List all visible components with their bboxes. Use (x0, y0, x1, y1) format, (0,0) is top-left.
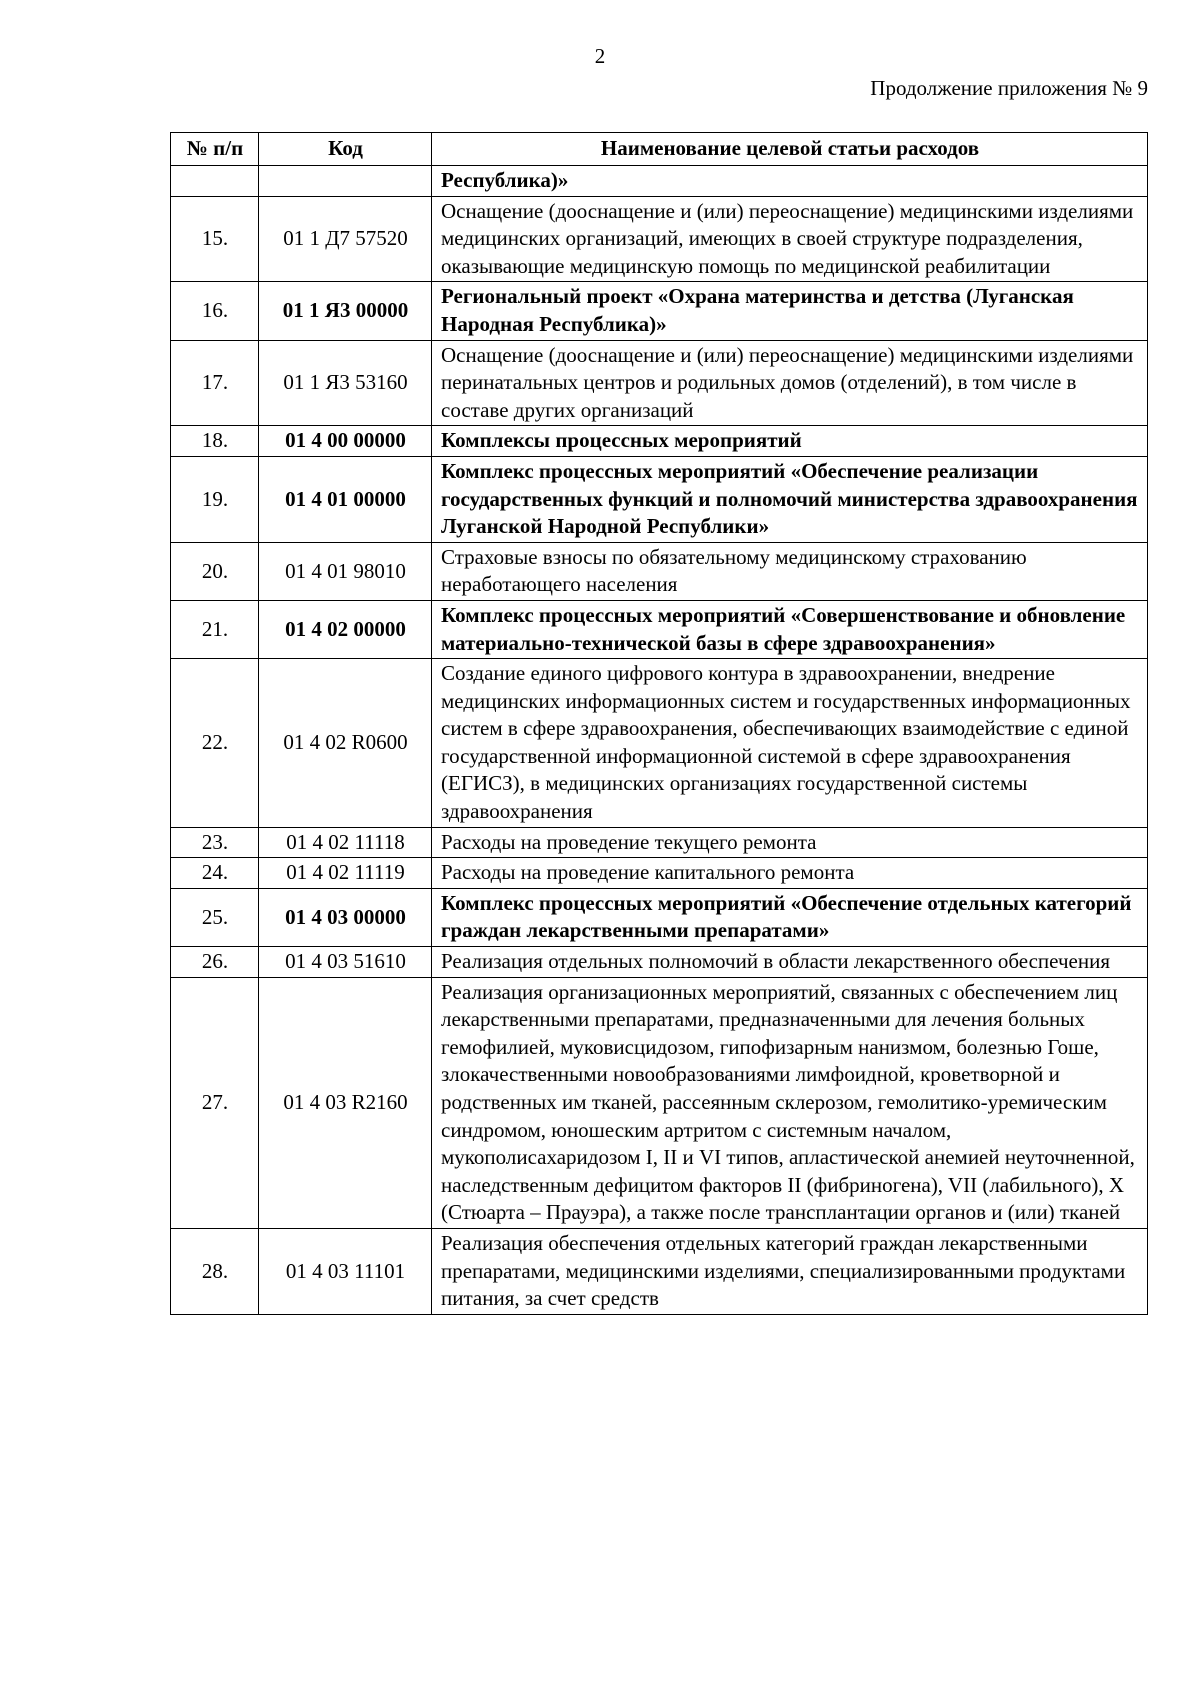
row-number: 25. (171, 888, 259, 946)
row-number: 21. (171, 600, 259, 658)
row-code: 01 4 03 R2160 (259, 977, 432, 1228)
row-code: 01 4 02 11118 (259, 827, 432, 858)
row-name: Оснащение (дооснащение и (или) переоснащение) медицинскими изделиями перинатальных центров и родильных домов (отделений), в том числе в составе других организаций (432, 340, 1148, 426)
table-row (171, 166, 1148, 197)
row-number: 16. (171, 282, 259, 340)
header-code: Код (259, 133, 432, 166)
row-code: 01 4 03 51610 (259, 947, 432, 978)
row-name: Создание единого цифрового контура в здравоохранении, внедрение медицинских информационных систем и государственных информационных систем в сфере здравоохранения, обеспечивающих взаимодействие с единой государственной информационной системой в сфере здравоохранения (ЕГИСЗ), в медицинских организациях государственной системы здравоохранения (432, 659, 1148, 828)
header-name: Наименование целевой статьи расходов (432, 133, 1148, 166)
header-number: № п/п (171, 133, 259, 166)
row-code: 01 4 02 11119 (259, 858, 432, 889)
row-number: 20. (171, 542, 259, 600)
row-number: 15. (171, 196, 259, 282)
row-number: 23. (171, 827, 259, 858)
table-row (171, 456, 1148, 542)
row-code: 01 4 01 00000 (259, 456, 432, 542)
row-name: Региональный проект «Охрана материнства и детства (Луганская Народная Республика)» (432, 282, 1148, 340)
row-name: Реализация организационных мероприятий, связанных с обеспечением лиц лекарственными препаратами, предназначенными для лечения больных гемофилией, муковисцидозом, гипофизарным нанизмом, болезнью Гоше, злокачественными новообразованиями лимфоидной, кроветворной и родственных им тканей, рассеянным склерозом, гемолитико-уремическим синдромом, юношеским артритом с системным началом, мукополисахаридозом I, II и VI типов, апластической анемией неуточненной, наследственным дефицитом факторов II (фибриногена), VII (лабильного), X (Стюарта – Прауэра), а также после трансплантации органов и (или) тканей (432, 977, 1148, 1228)
table-row (171, 340, 1148, 426)
row-name: Реализация обеспечения отдельных категорий граждан лекарственными препаратами, медицинскими изделиями, специализированными продуктами питания, за счет средств (432, 1228, 1148, 1314)
table-row (171, 827, 1148, 858)
row-code: 01 4 00 00000 (259, 426, 432, 457)
row-name: Комплекс процессных мероприятий «Обеспечение реализации государственных функций и полномочий министерства здравоохранения Луганской Народной Республики» (432, 456, 1148, 542)
table-row (171, 1228, 1148, 1314)
expense-articles-table (170, 132, 1148, 1315)
row-code: 01 4 03 11101 (259, 1228, 432, 1314)
table-row (171, 426, 1148, 457)
table-row (171, 858, 1148, 889)
row-number: 17. (171, 340, 259, 426)
table-row (171, 600, 1148, 658)
row-name: Оснащение (дооснащение и (или) переоснащение) медицинскими изделиями медицинских организаций, имеющих в своей структуре подразделения, оказывающие медицинскую помощь по медицинской реабилитации (432, 196, 1148, 282)
page-number: 2 (594, 44, 606, 68)
row-name: Реализация отдельных полномочий в области лекарственного обеспечения (432, 947, 1148, 978)
row-name: Комплекс процессных мероприятий «Совершенствование и обновление материально-технической базы в сфере здравоохранения» (432, 600, 1148, 658)
row-number: 24. (171, 858, 259, 889)
row-name: Страховые взносы по обязательному медицинскому страхованию неработающего населения (432, 542, 1148, 600)
row-code: 01 4 02 R0600 (259, 659, 432, 828)
row-name: Расходы на проведение текущего ремонта (432, 827, 1148, 858)
row-number: 27. (171, 977, 259, 1228)
row-code (259, 166, 432, 197)
row-name: Расходы на проведение капитального ремонта (432, 858, 1148, 889)
table-row (171, 977, 1148, 1228)
row-number: 19. (171, 456, 259, 542)
table-row (171, 282, 1148, 340)
table-row (171, 888, 1148, 946)
table-row (171, 196, 1148, 282)
row-code: 01 4 03 00000 (259, 888, 432, 946)
table-header-row (171, 133, 1148, 166)
row-name: Комплекс процессных мероприятий «Обеспечение отдельных категорий граждан лекарственными препаратами» (432, 888, 1148, 946)
row-name: Республика)» (432, 166, 1148, 197)
row-number: 26. (171, 947, 259, 978)
table-body (171, 166, 1148, 1315)
table-row (171, 659, 1148, 828)
table-row (171, 947, 1148, 978)
row-number: 22. (171, 659, 259, 828)
row-code: 01 4 01 98010 (259, 542, 432, 600)
row-number: 18. (171, 426, 259, 457)
row-code: 01 4 02 00000 (259, 600, 432, 658)
row-code: 01 1 Я3 53160 (259, 340, 432, 426)
row-code: 01 1 Д7 57520 (259, 196, 432, 282)
appendix-continuation-label: Продолжение приложения № 9 (870, 76, 1148, 100)
row-code: 01 1 Я3 00000 (259, 282, 432, 340)
row-number: 28. (171, 1228, 259, 1314)
row-number (171, 166, 259, 197)
row-name: Комплексы процессных мероприятий (432, 426, 1148, 457)
table-row (171, 542, 1148, 600)
